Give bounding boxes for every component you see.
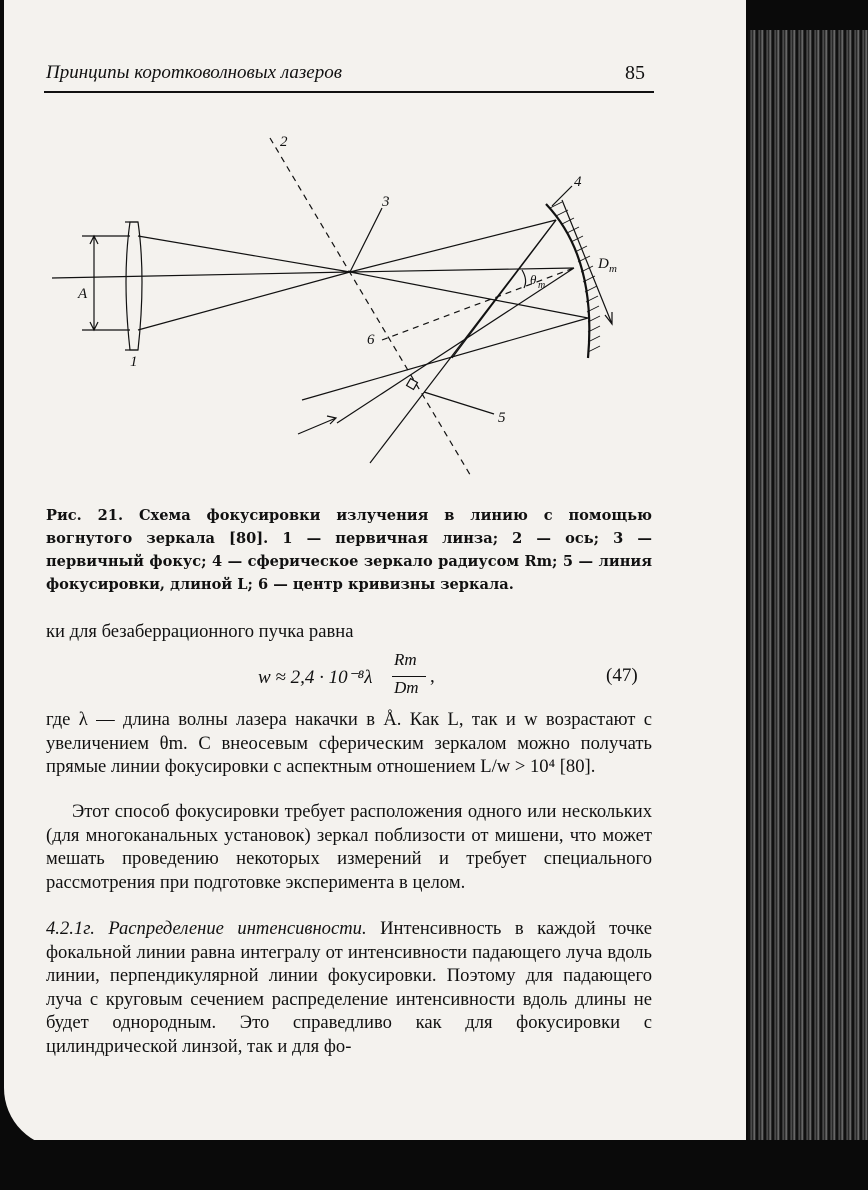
focusing-diagram — [52, 118, 672, 488]
label-1: 1 — [130, 354, 138, 370]
label-dm: D — [598, 256, 609, 272]
page-number: 85 — [625, 62, 645, 84]
label-dm-sub: m — [609, 263, 617, 275]
label-4: 4 — [574, 174, 582, 190]
label-6: 6 — [367, 332, 375, 348]
caption-text: Схема фокусировки излучения в линию с помощью вогнутого зеркала [80]. 1 — первичная линза; 2 — ось; 3 — первичный фокус; 4 — сферическое зеркало радиусом Rm; 5 — линия фокусировки, длиной L; 6 — центр кривизны зеркала. — [46, 507, 652, 593]
running-header-title: Принципы коротковолновых лазеров — [46, 62, 342, 83]
primary-lens — [126, 222, 142, 350]
formula-number: (47) — [606, 665, 638, 686]
curvature-line — [382, 268, 574, 340]
label-2: 2 — [280, 134, 288, 150]
spherical-mirror — [546, 204, 589, 358]
formula-tail: , — [430, 666, 435, 687]
section-heading: 4.2.1г. Распределение интенсивности. — [46, 918, 367, 939]
formula-left: w ≈ 2,4 · 10⁻⁸λ — [258, 667, 373, 688]
scan-background — [0, 1140, 868, 1190]
header-rule — [44, 91, 654, 93]
label-5: 5 — [498, 410, 506, 426]
caption-label: Рис. 21. — [46, 507, 124, 524]
figure-caption — [46, 504, 652, 596]
paragraph-4-text: Интенсивность в каждой точке фокальной линии равна интегралу от интенсивности падающего луча вдоль линии, перпендикулярной линии фокусировки. Поэтому для падающего луча с круговым сечением распределение интенсивности вдоль длины не будет однородным. Это справедливо как для фокусировки с цилиндрической линзой, так и для фо- — [46, 918, 652, 1057]
paragraph-3: Этот способ фокусировки требует расположения одного или нескольких (для многоканальных установок) зеркал поблизости от мишени, что может мешать проведению некоторых измерений и требует специального рассмотрения при подготовке эксперимента в целом. — [46, 801, 652, 893]
axis-line — [270, 138, 472, 478]
ray-mid — [52, 272, 350, 278]
fraction-bar — [392, 676, 426, 677]
formula-47 — [258, 650, 478, 706]
paragraph-2: где λ — длина волны лазера накачки в Å. Как L, так и w возрастают с увеличением θm. С внеосевым сферическим зеркалом можно получать прямые линии фокусировки с аспектным отношением L/w > 10⁴ [80]. — [46, 709, 652, 778]
reflected-ray-2 — [302, 318, 588, 400]
paragraph-1: ки для безаберрационного пучка равна — [46, 621, 354, 642]
paragraph-4 — [46, 917, 652, 1059]
ray-bottom — [138, 272, 350, 330]
ray-top — [138, 236, 350, 272]
formula-denominator: Dm — [394, 678, 419, 697]
page-edge-stack — [748, 30, 868, 1148]
label-theta-sub: m — [538, 280, 546, 291]
label-a: A — [78, 286, 88, 302]
label-3: 3 — [382, 194, 390, 210]
incident-arrow — [298, 418, 336, 434]
theta-arc — [522, 270, 526, 288]
formula-numerator: Rm — [394, 650, 417, 669]
label-theta: θ — [530, 272, 537, 287]
